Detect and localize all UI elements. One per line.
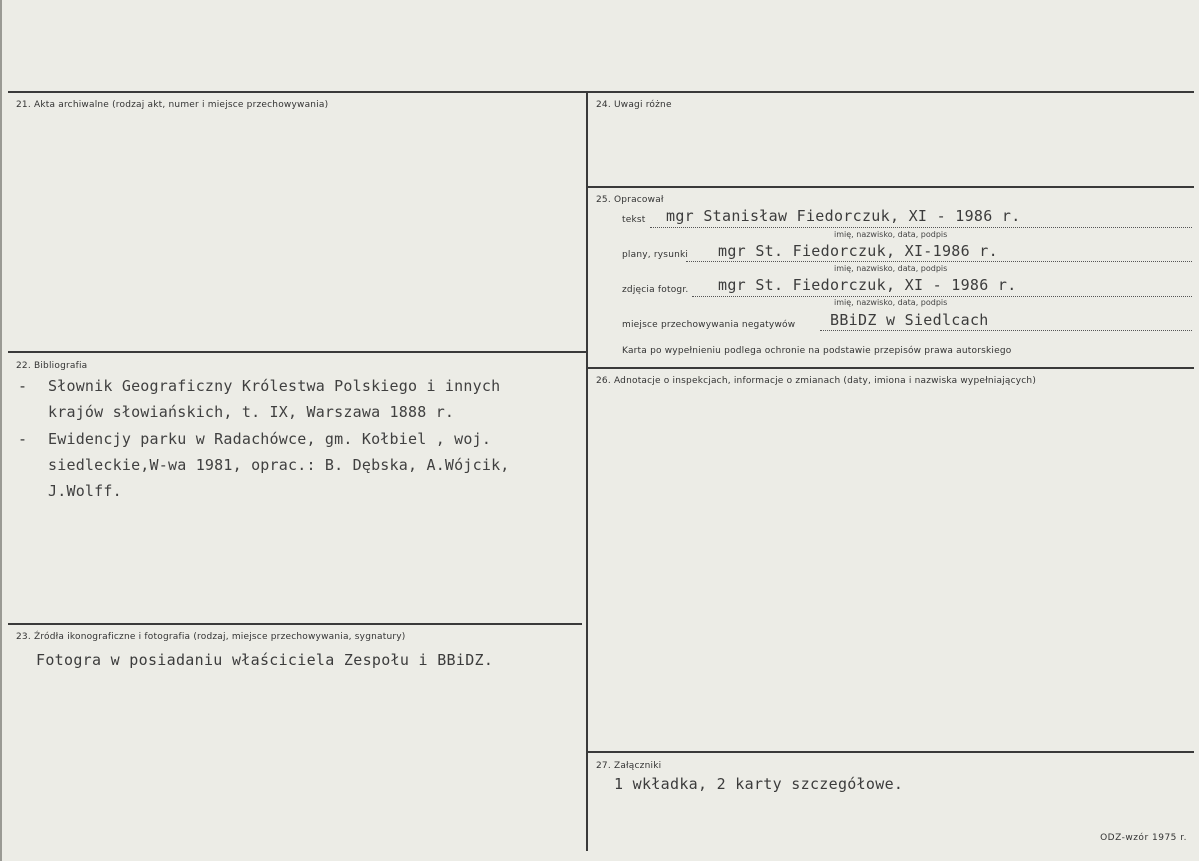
- plans-author-line: [686, 261, 1192, 262]
- section-25-label: 25. Opracował: [596, 195, 664, 205]
- rule-26-27: [588, 751, 1194, 753]
- negatives-location-label: miejsce przechowywania negatywów: [622, 320, 796, 330]
- top-rule: [8, 91, 1194, 93]
- negatives-location-value: BBiDZ w Siedlcach: [830, 311, 989, 329]
- bibliography-entry-2-line-3: J.Wolff.: [48, 482, 122, 500]
- bibliography-entry-2-line-2: siedleckie,W-wa 1981, oprac.: B. Dębska, A.Wójcik,: [48, 456, 510, 474]
- section-24-label: 24. Uwagi różne: [596, 100, 672, 110]
- center-divider: [586, 91, 588, 851]
- section-23-value: Fotogra w posiadaniu właściciela Zespołu i BBiDZ.: [36, 651, 494, 669]
- photos-author-label: zdjęcia fotogr.: [622, 285, 689, 295]
- negatives-location-line: [820, 330, 1192, 331]
- section-22-label: 22. Bibliografia: [16, 361, 88, 371]
- section-27-value: 1 wkładka, 2 karty szczegółowe.: [614, 775, 904, 793]
- rule-25-26: [588, 367, 1194, 369]
- bibliography-bullet-1: -: [18, 377, 28, 395]
- bibliography-bullet-2: -: [18, 430, 28, 448]
- photos-author-line: [692, 296, 1192, 297]
- plans-author-value: mgr St. Fiedorczuk, XI-1986 r.: [718, 242, 998, 260]
- section-27-label: 27. Załączniki: [596, 761, 662, 771]
- text-author-label: tekst: [622, 215, 646, 225]
- section-26-label: 26. Adnotacje o inspekcjach, informacje o zmianach (daty, imiona i nazwiska wypełniających): [596, 376, 1037, 386]
- rule-21-22: [8, 351, 586, 353]
- plans-author-caption: imię, nazwisko, data, podpis: [834, 264, 948, 273]
- section-21-label: 21. Akta archiwalne (rodzaj akt, numer i miejsce przechowywania): [16, 100, 329, 110]
- bibliography-entry-1-line-1: Słownik Geograficzny Królestwa Polskiego i innych: [48, 377, 501, 395]
- section-23-label: 23. Źródła ikonograficzne i fotografia (rodzaj, miejsce przechowywania, sygnatury): [16, 632, 406, 642]
- rule-22-23: [8, 623, 582, 625]
- form-model-footer: ODZ-wzór 1975 r.: [1100, 833, 1187, 843]
- bibliography-entry-1-line-2: krajów słowiańskich, t. IX, Warszawa 1888 r.: [48, 403, 455, 421]
- photos-author-value: mgr St. Fiedorczuk, XI - 1986 r.: [718, 276, 1017, 294]
- text-author-caption: imię, nazwisko, data, podpis: [834, 230, 948, 239]
- copyright-note: Karta po wypełnieniu podlega ochronie na podstawie przepisów prawa autorskiego: [622, 346, 1012, 356]
- photos-author-caption: imię, nazwisko, data, podpis: [834, 298, 948, 307]
- text-author-line: [650, 227, 1192, 228]
- plans-author-label: plany, rysunki: [622, 250, 689, 260]
- bibliography-entry-2-line-1: Ewidencjy parku w Radachówce, gm. Kołbiel , woj.: [48, 430, 492, 448]
- rule-24-25: [588, 186, 1194, 188]
- text-author-value: mgr Stanisław Fiedorczuk, XI - 1986 r.: [666, 207, 1021, 225]
